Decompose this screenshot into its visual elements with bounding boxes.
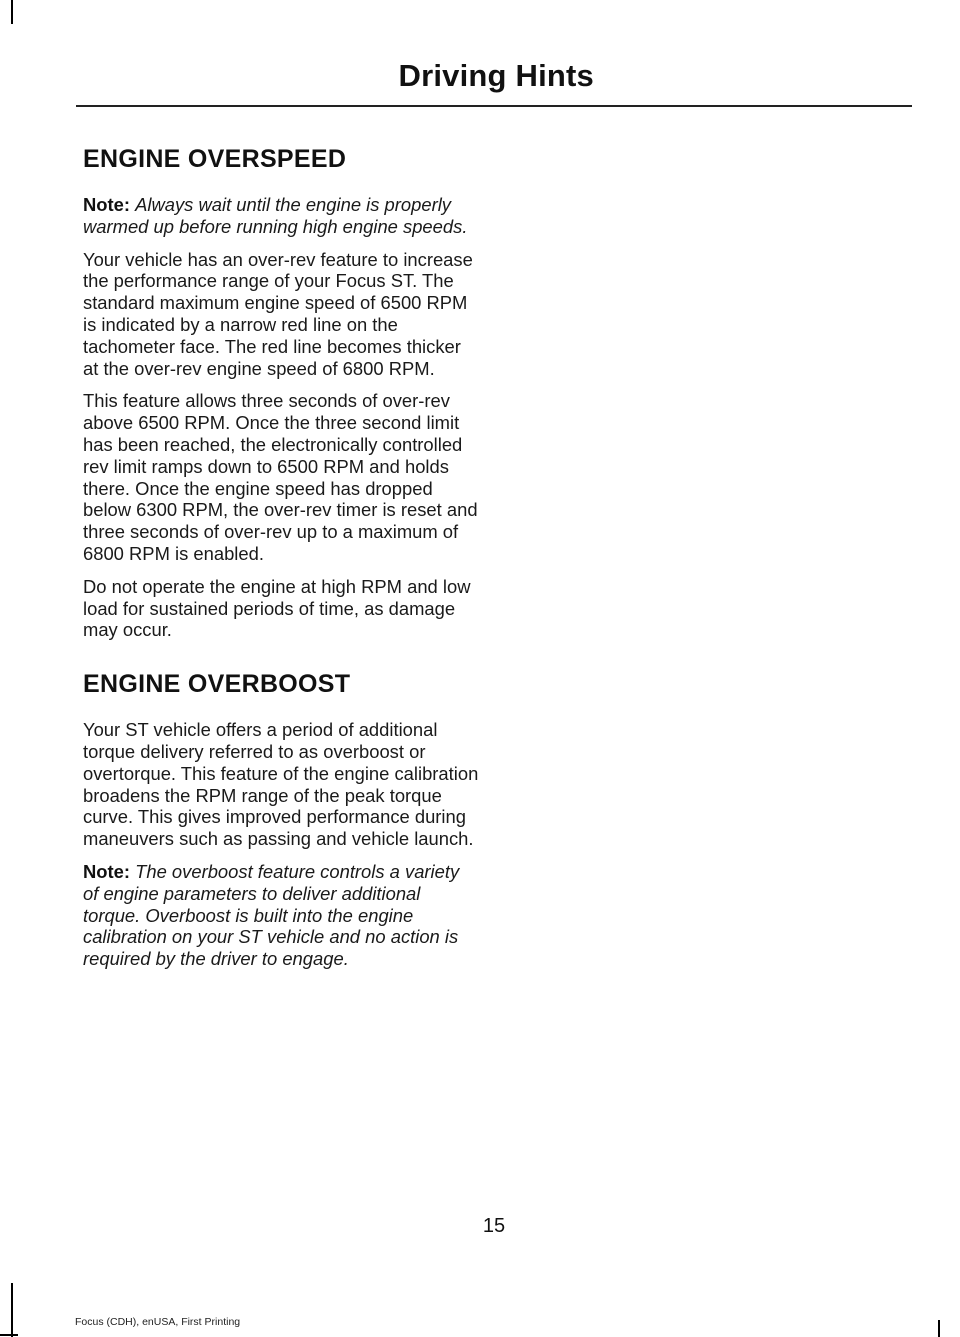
note-overboost (83, 861, 479, 970)
paragraph-high-rpm-caution: Do not operate the engine at high RPM and low load for sustained periods of time, as damage may occur. (83, 575, 471, 641)
note-warm-up (83, 194, 479, 238)
paragraph-over-rev-timer: This feature allows three seconds of over-rev above 6500 RPM. Once the three second limit has been reached, the electronically controlled rev limit ramps down to 6500 RPM and holds there. Once the engine speed has dropped below 6300 RPM, the over-rev timer is reset and three seconds of over-rev up to a maximum of 6800 RPM is enabled. (83, 390, 478, 564)
note-lead: Note: (83, 194, 130, 215)
running-header-title: Driving Hints (398, 58, 594, 93)
section-spacer (83, 652, 479, 669)
paragraph-over-rev-feature: Your vehicle has an over-rev feature to increase the performance range of your Focus ST. The standard maximum engine speed of 6500 RPM is indicated by a narrow red line on the tachometer face. The red line becomes thicker at the over-rev engine speed of 6800 RPM. (83, 248, 473, 379)
crop-mark-top-left-vertical (11, 0, 13, 24)
edition-footer: Focus (CDH), enUSA, First Printing (75, 1316, 241, 1328)
note-text: The overboost feature controls a variety of engine parameters to deliver additional torque. Overboost is built into the engine calibration on your ST vehicle and no action is required by the driver to engage. (83, 860, 460, 970)
note-lead: Note: (83, 860, 130, 882)
page-number: 15 (482, 1215, 506, 1237)
note-text: Always wait until the engine is properly warmed up before running high engine speeds. (83, 194, 468, 237)
content-column (83, 144, 479, 981)
crop-mark-bottom-right-vertical (938, 1320, 940, 1337)
section-heading-engine-overboost: ENGINE OVERBOOST (83, 670, 351, 699)
header-rule (76, 105, 912, 107)
paragraph-overboost-description: Your ST vehicle offers a period of additional torque delivery referred to as overboost or overtorque. This feature of the engine calibration broadens the RPM range of the peak torque curve. This gives improved performance during maneuvers such as passing and vehicle launch. (83, 719, 479, 850)
crop-mark-bottom-left-horizontal (0, 1334, 18, 1336)
crop-mark-bottom-left-vertical (11, 1283, 13, 1337)
section-heading-engine-overspeed: ENGINE OVERSPEED (83, 145, 347, 173)
